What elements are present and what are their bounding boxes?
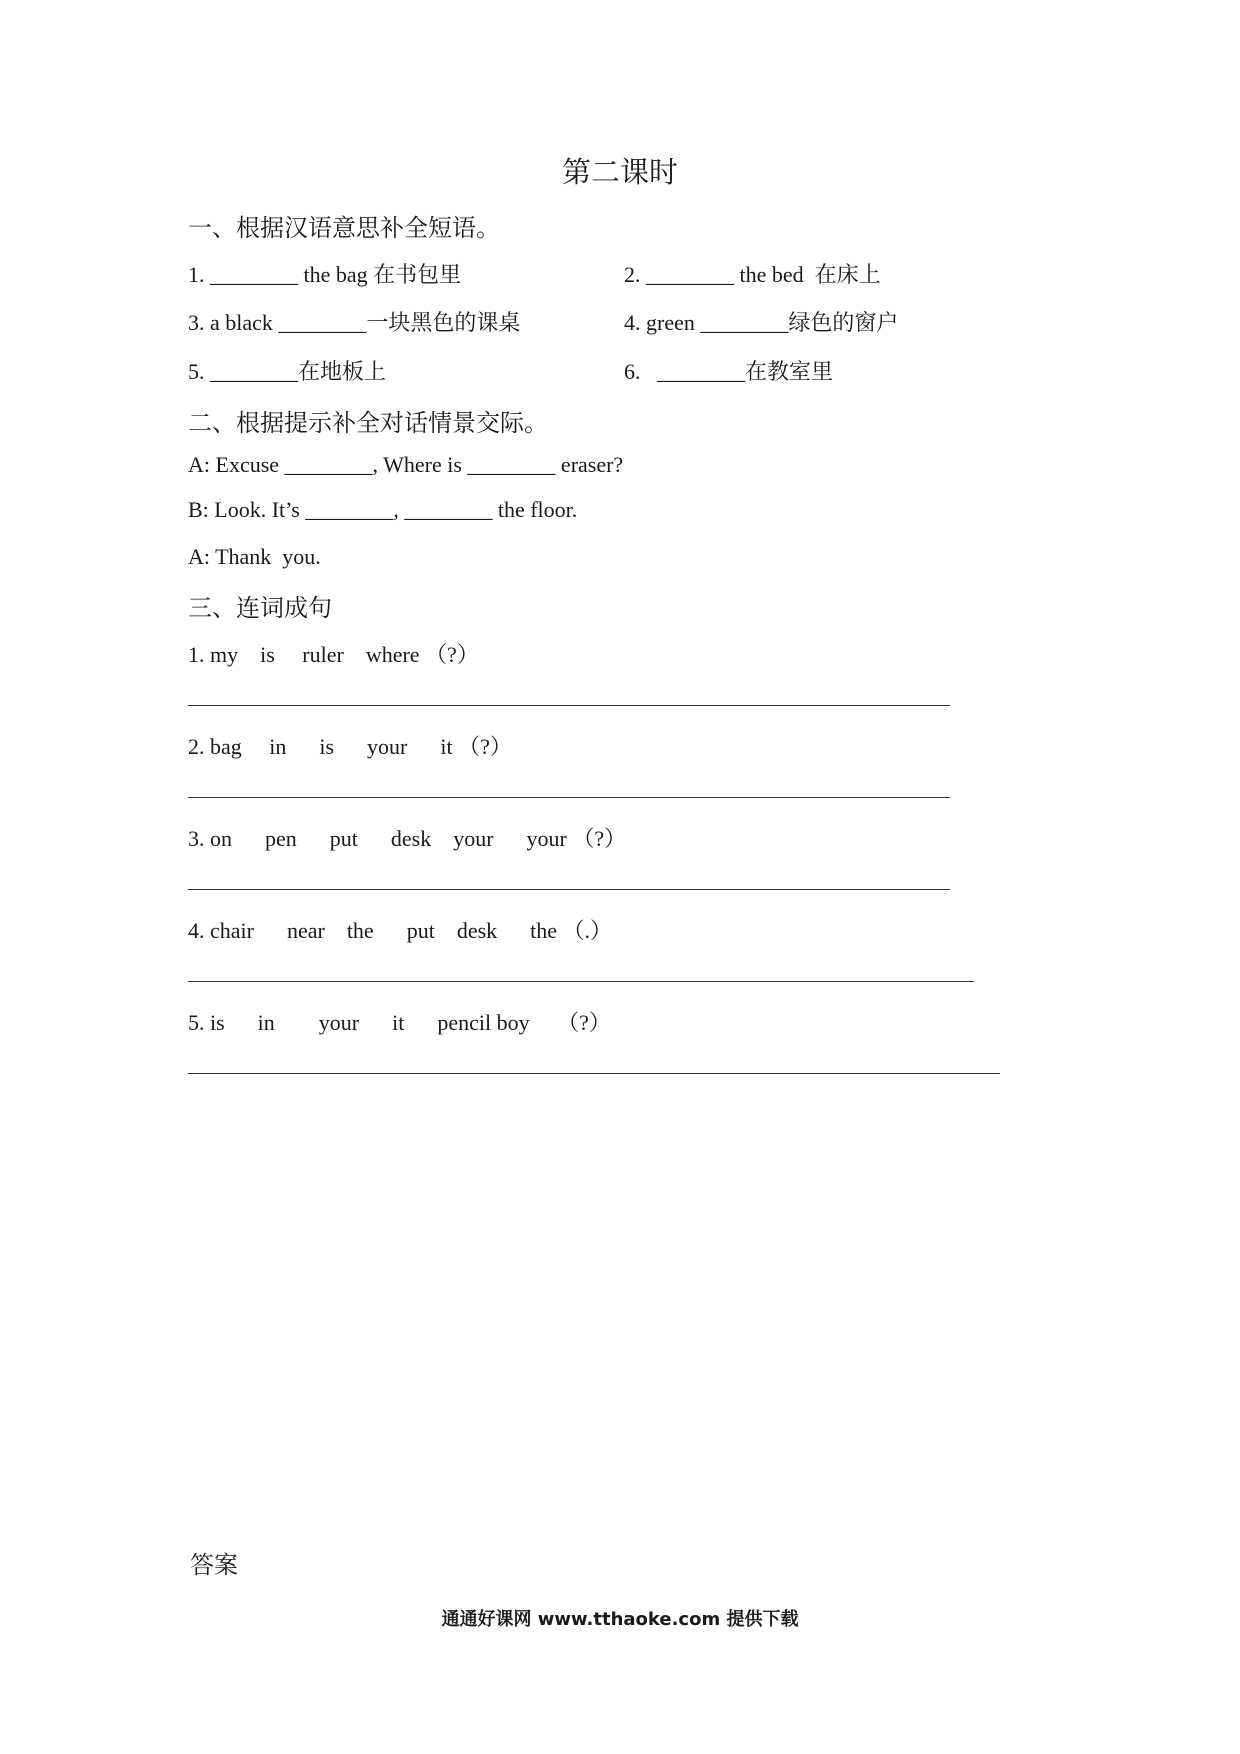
answer-label: 答案 <box>190 1553 238 1579</box>
dialogue-line-1: A: Excuse ________, Where is ________ eraser? <box>188 452 624 477</box>
page-title: 第二课时 <box>561 157 678 189</box>
answer-line-2 <box>188 797 950 798</box>
phrase-item-5: 5. ________在地板上 <box>188 359 387 384</box>
phrase-item-4: 4. green ________绿色的窗户 <box>624 310 899 335</box>
footer-credit: 通通好课网 www.tthaoke.com 提供下载 <box>441 1609 799 1630</box>
answer-line-5 <box>188 1073 1000 1074</box>
reorder-item-5: 5. is in your it pencil boy （?） <box>188 1010 611 1035</box>
reorder-item-3: 3. on pen put desk your your （?） <box>188 826 627 851</box>
answer-line-1 <box>188 705 950 706</box>
phrase-item-3: 3. a black ________一块黑色的课桌 <box>188 310 521 335</box>
answer-line-4 <box>188 981 974 982</box>
phrase-item-2: 2. ________ the bed 在床上 <box>624 262 881 287</box>
section1-heading: 一、根据汉语意思补全短语。 <box>188 216 500 242</box>
phrase-item-1: 1. ________ the bag 在书包里 <box>188 262 462 287</box>
phrase-item-6: 6. ________在教室里 <box>624 359 834 384</box>
reorder-item-2: 2. bag in is your it （?） <box>188 734 512 759</box>
dialogue-line-2: B: Look. It’s ________, ________ the floor. <box>188 497 578 522</box>
reorder-item-1: 1. my is ruler where （?） <box>188 642 479 667</box>
section2-heading: 二、根据提示补全对话情景交际。 <box>188 411 548 437</box>
reorder-item-4: 4. chair near the put desk the （.） <box>188 918 613 943</box>
dialogue-line-3: A: Thank you. <box>188 544 321 569</box>
section3-heading: 三、连词成句 <box>188 596 332 622</box>
answer-line-3 <box>188 889 950 890</box>
